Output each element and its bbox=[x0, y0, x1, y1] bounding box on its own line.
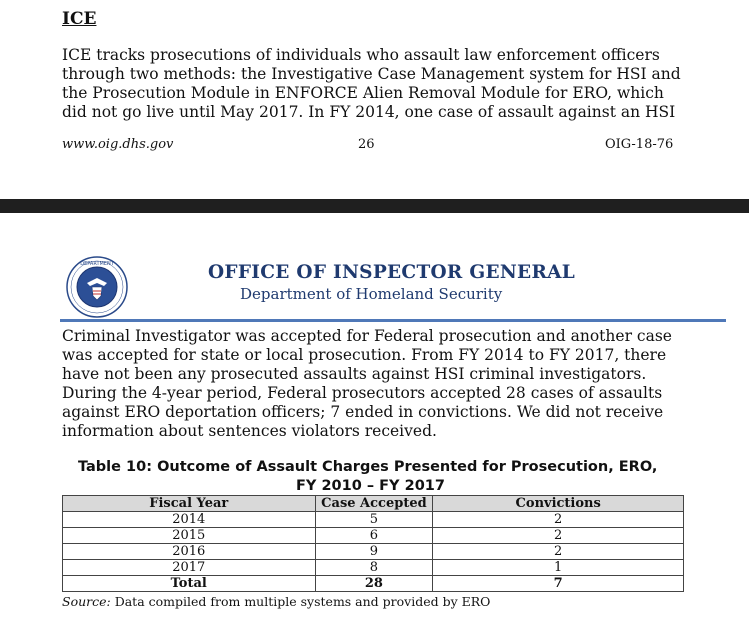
outcome-table bbox=[62, 495, 684, 592]
header-title: OFFICE OF INSPECTOR GENERAL bbox=[208, 262, 576, 283]
table-source-note bbox=[62, 594, 490, 609]
cell-year: 2015 bbox=[63, 528, 316, 544]
cell-accepted: 9 bbox=[315, 544, 433, 560]
text-line: was accepted for state or local prosecution. From FY 2014 to FY 2017, there bbox=[62, 346, 667, 364]
table-caption: Table 10: Outcome of Assault Charges Presented for Prosecution, ERO, bbox=[78, 459, 658, 475]
paragraph-top bbox=[62, 46, 722, 122]
page-divider bbox=[0, 199, 749, 213]
text-line: ICE tracks prosecutions of individuals who assault law enforcement officers bbox=[62, 46, 660, 64]
table-row bbox=[63, 560, 684, 576]
header-subtitle: Department of Homeland Security bbox=[240, 285, 503, 303]
source-label: Source: bbox=[62, 594, 111, 609]
text-line: the Prosecution Module in ENFORCE Alien Removal Module for ERO, which bbox=[62, 84, 664, 102]
text-line: Criminal Investigator was accepted for Federal prosecution and another case bbox=[62, 327, 672, 345]
text-line: through two methods: the Investigative Case Management system for HSI and bbox=[62, 65, 681, 83]
cell-total-convictions: 7 bbox=[433, 576, 684, 592]
section-heading: ICE bbox=[62, 9, 97, 29]
cell-accepted: 5 bbox=[315, 512, 433, 528]
cell-year: 2014 bbox=[63, 512, 316, 528]
column-header-fiscal-year: Fiscal Year bbox=[63, 496, 316, 512]
table-row bbox=[63, 544, 684, 560]
table-total-row bbox=[63, 576, 684, 592]
footer-page-number: 26 bbox=[358, 137, 375, 152]
column-header-case-accepted: Case Accepted bbox=[315, 496, 433, 512]
cell-accepted: 8 bbox=[315, 560, 433, 576]
cell-accepted: 6 bbox=[315, 528, 433, 544]
text-line: did not go live until May 2017. In FY 2014, one case of assault against an HSI bbox=[62, 103, 676, 121]
dhs-seal-icon bbox=[66, 256, 128, 318]
cell-convictions: 2 bbox=[433, 512, 684, 528]
table-row bbox=[63, 512, 684, 528]
table-row bbox=[63, 528, 684, 544]
text-line: During the 4-year period, Federal prosecutors accepted 28 cases of assaults bbox=[62, 384, 663, 402]
cell-convictions: 2 bbox=[433, 544, 684, 560]
cell-total-label: Total bbox=[63, 576, 316, 592]
text-line: information about sentences violators received. bbox=[62, 422, 437, 440]
table-header-row bbox=[63, 496, 684, 512]
cell-convictions: 1 bbox=[433, 560, 684, 576]
footer-report-number: OIG-18-76 bbox=[605, 137, 674, 152]
paragraph-bottom bbox=[62, 327, 722, 441]
cell-convictions: 2 bbox=[433, 528, 684, 544]
footer-url: www.oig.dhs.gov bbox=[62, 137, 174, 152]
cell-total-accepted: 28 bbox=[315, 576, 433, 592]
cell-year: 2017 bbox=[63, 560, 316, 576]
header-rule bbox=[60, 319, 726, 322]
seal-lettering: DEPARTMENT bbox=[80, 261, 114, 267]
table-caption-range: FY 2010 – FY 2017 bbox=[296, 478, 445, 494]
column-header-convictions: Convictions bbox=[433, 496, 684, 512]
source-text: Data compiled from multiple systems and provided by ERO bbox=[110, 594, 491, 609]
text-line: against ERO deportation officers; 7 ended in convictions. We did not receive bbox=[62, 403, 664, 421]
cell-year: 2016 bbox=[63, 544, 316, 560]
text-line: have not been any prosecuted assaults against HSI criminal investigators. bbox=[62, 365, 647, 383]
